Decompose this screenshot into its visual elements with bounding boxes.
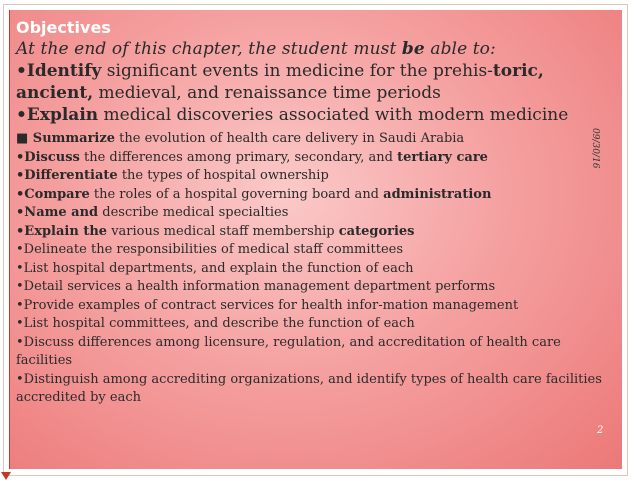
objective-compare: •Compare the roles of a hospital governing board and administration <box>16 186 492 202</box>
slide-frame <box>3 4 628 476</box>
objective-explain-categories: •Explain the various medical staff membership categories <box>16 223 415 239</box>
objective-explain: •Explain medical discoveries associated with modern medicine <box>16 105 569 125</box>
slide-content <box>16 18 616 408</box>
objective-detail-services: •Detail services a health information management department performs <box>16 279 496 294</box>
objective-summarize: ■ Summarize the evolution of health care delivery in Saudi Arabia <box>16 131 465 146</box>
objective-name: •Name and describe medical specialties <box>16 205 289 220</box>
slide <box>9 10 622 469</box>
intro-line: At the end of this chapter, the student must be able to: <box>16 39 496 59</box>
objective-distinguish: •Distinguish among accrediting organizations, and identify types of health care facilities accredited by each <box>16 371 602 405</box>
objective-contract-services: •Provide examples of contract services for health infor-mation management <box>16 297 519 313</box>
objective-list-departments: •List hospital departments, and explain the function of each <box>16 260 414 276</box>
objective-differentiate: •Differentiate the types of hospital ownership <box>16 168 329 183</box>
page-number: 2 <box>597 425 604 436</box>
slide-title: Objectives <box>16 18 111 37</box>
objective-list-committees: •List hospital committees, and describe the function of each <box>16 316 415 331</box>
objective-discuss: •Discuss the differences among primary, secondary, and tertiary care <box>16 149 488 165</box>
slide-date: 09/30/16 <box>590 128 600 169</box>
objective-delineate: •Delineate the responsibilities of medical staff committees <box>16 242 404 257</box>
objective-licensure: •Discuss differences among licensure, regulation, and accreditation of health care facilities <box>16 334 561 368</box>
objective-identify: •Identify significant events in medicine for the prehis-toric, ancient, medieval, and renaissance time periods <box>16 61 544 103</box>
